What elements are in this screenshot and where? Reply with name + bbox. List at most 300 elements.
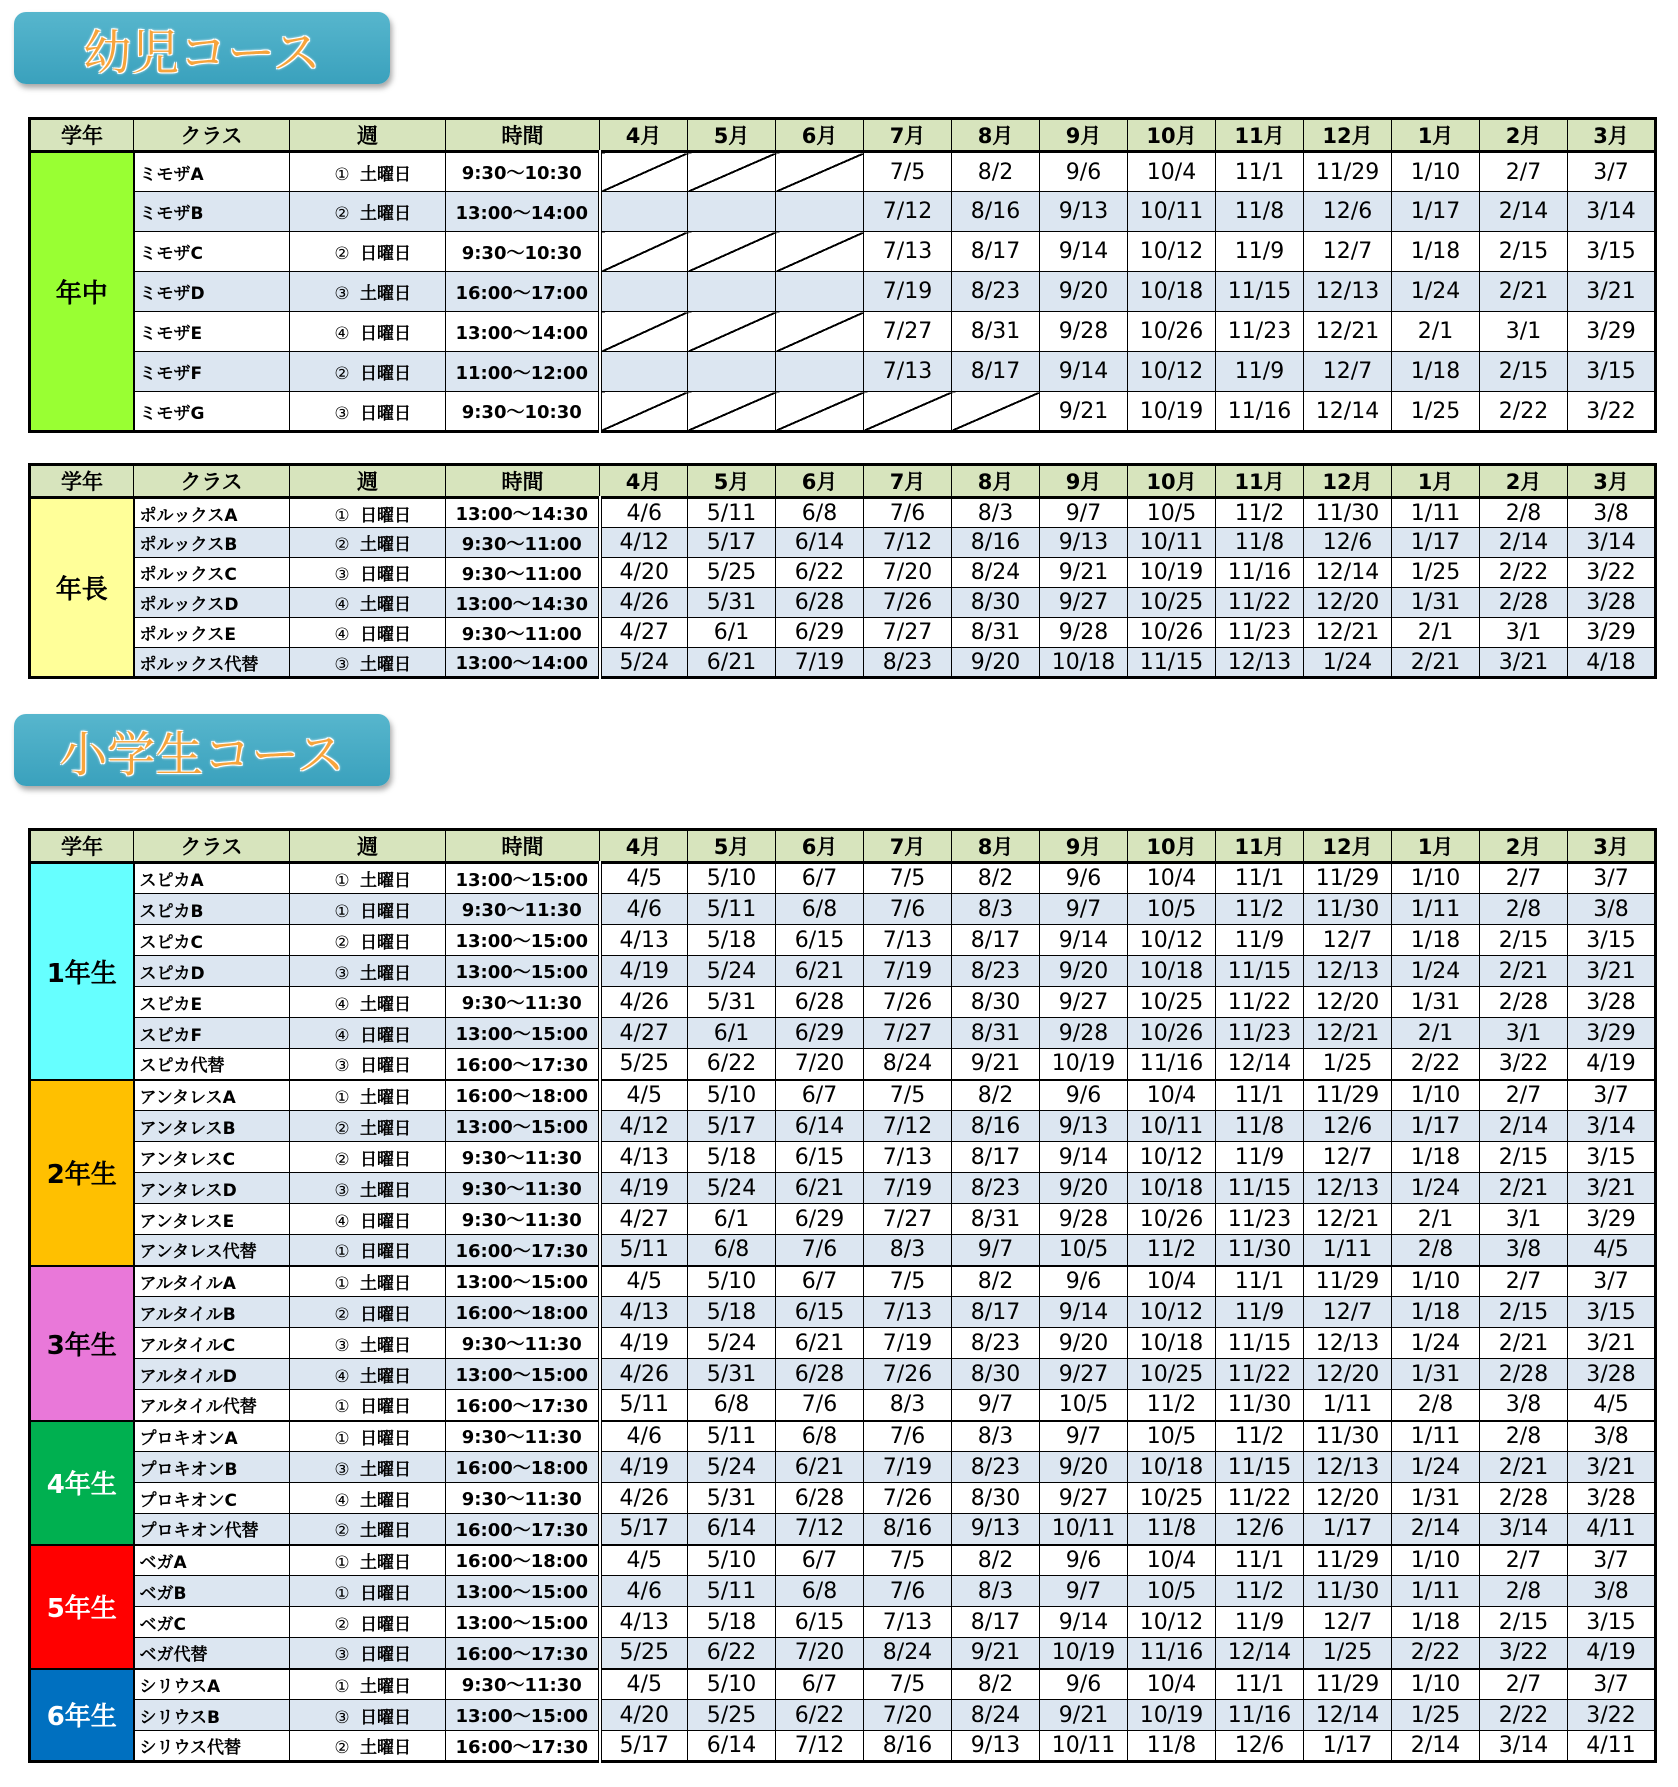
date-cell: 2/15 [1480, 232, 1568, 272]
date-cell: 8/30 [952, 1359, 1040, 1390]
date-cell: 8/17 [952, 1297, 1040, 1328]
header-cell: 1月 [1392, 830, 1480, 863]
weekday-label: 土曜日 [360, 963, 411, 984]
date-cell: 4/26 [600, 1483, 688, 1514]
week-number: ④ [334, 625, 350, 645]
date-cell: 10/5 [1040, 1390, 1128, 1421]
date-cell: 3/15 [1568, 1142, 1656, 1173]
time-cell: 13:00～15:00 [446, 1607, 600, 1638]
date-cell: 3/1 [1480, 1204, 1568, 1235]
date-cell: 7/5 [864, 152, 952, 192]
date-cell: 2/1 [1392, 1204, 1480, 1235]
date-cell: 9/13 [1040, 528, 1128, 558]
elementary-course-title: 小学生コース [59, 726, 345, 783]
date-cell: 9/14 [1040, 1142, 1128, 1173]
header-cell: 4月 [600, 830, 688, 863]
week-number: ③ [334, 1645, 350, 1666]
nencho-schedule-table [28, 463, 1657, 679]
date-cell: 9/6 [1040, 152, 1128, 192]
date-cell: 9/27 [1040, 588, 1128, 618]
week-cell [290, 272, 446, 312]
date-cell: 4/11 [1568, 1731, 1656, 1762]
date-cell: 7/13 [864, 1297, 952, 1328]
date-cell: 3/28 [1568, 987, 1656, 1018]
date-cell [600, 192, 688, 232]
date-cell: 8/23 [864, 648, 952, 678]
date-cell: 2/1 [1392, 312, 1480, 352]
date-cell: 11/1 [1216, 1669, 1304, 1700]
week-number: ② [334, 1149, 350, 1170]
weekday-label: 土曜日 [360, 535, 411, 555]
time-cell: 9:30～11:30 [446, 1421, 600, 1452]
date-cell: 4/5 [1568, 1390, 1656, 1421]
date-cell: 7/26 [864, 987, 952, 1018]
date-cell: 2/14 [1392, 1731, 1480, 1762]
weekday-label: 日曜日 [360, 1304, 411, 1325]
date-cell: 9/7 [1040, 894, 1128, 925]
date-cell: 1/25 [1392, 558, 1480, 588]
date-cell: 2/8 [1392, 1390, 1480, 1421]
date-cell: 10/26 [1128, 312, 1216, 352]
date-cell: 2/21 [1392, 648, 1480, 678]
date-cell: 11/15 [1216, 272, 1304, 312]
week-number: ① [334, 901, 350, 922]
header-cell: 時間 [446, 830, 600, 863]
date-cell: 12/7 [1304, 1142, 1392, 1173]
date-cell: 11/8 [1216, 192, 1304, 232]
date-cell: 10/25 [1128, 1359, 1216, 1390]
date-cell: 2/21 [1480, 1173, 1568, 1204]
date-cell: 10/19 [1128, 558, 1216, 588]
date-cell: 4/20 [600, 558, 688, 588]
date-cell: 9/21 [952, 1049, 1040, 1080]
date-cell: 6/8 [776, 1576, 864, 1607]
header-cell: 4月 [600, 465, 688, 498]
week-cell [290, 152, 446, 192]
time-cell: 9:30～11:30 [446, 894, 600, 925]
week-number: ④ [334, 1025, 350, 1046]
class-name-cell: ミモザE [134, 312, 290, 352]
date-cell: 6/8 [688, 1390, 776, 1421]
date-cell: 10/12 [1128, 1142, 1216, 1173]
date-cell: 12/14 [1304, 558, 1392, 588]
week-number: ② [334, 1118, 350, 1139]
date-cell: 12/14 [1216, 1049, 1304, 1080]
date-cell: 5/24 [688, 1328, 776, 1359]
date-cell: 8/30 [952, 588, 1040, 618]
date-cell: 9/14 [1040, 925, 1128, 956]
date-cell: 4/27 [600, 1204, 688, 1235]
date-cell: 7/5 [864, 1080, 952, 1111]
date-cell: 5/17 [688, 528, 776, 558]
date-cell: 11/29 [1304, 1669, 1392, 1700]
class-name-cell: スピカF [134, 1018, 290, 1049]
weekday-label: 日曜日 [360, 901, 411, 922]
date-cell: 5/18 [688, 925, 776, 956]
date-cell: 5/11 [688, 1421, 776, 1452]
header-cell: 11月 [1216, 119, 1304, 152]
time-cell: 16:00～18:00 [446, 1545, 600, 1576]
date-cell: 7/13 [864, 352, 952, 392]
header-cell: 4月 [600, 119, 688, 152]
header-cell: クラス [134, 830, 290, 863]
date-cell: 1/18 [1392, 925, 1480, 956]
date-cell: 9/14 [1040, 1297, 1128, 1328]
date-cell: 9/27 [1040, 987, 1128, 1018]
weekday-label: 土曜日 [360, 204, 411, 224]
class-name-cell: ポルックスD [134, 588, 290, 618]
date-cell: 11/16 [1216, 392, 1304, 432]
date-cell: 3/21 [1568, 956, 1656, 987]
header-cell: 3月 [1568, 830, 1656, 863]
week-cell [290, 1266, 446, 1297]
time-cell: 16:00～17:30 [446, 1390, 600, 1421]
date-cell: 1/18 [1392, 1607, 1480, 1638]
class-name-cell: アンタレスC [134, 1142, 290, 1173]
date-cell [688, 312, 776, 352]
time-cell: 13:00～15:00 [446, 863, 600, 894]
date-cell: 3/15 [1568, 1607, 1656, 1638]
header-cell: 2月 [1480, 465, 1568, 498]
time-cell: 16:00～17:00 [446, 272, 600, 312]
date-cell: 2/7 [1480, 152, 1568, 192]
date-cell: 3/8 [1568, 498, 1656, 528]
week-number: ③ [334, 284, 350, 304]
date-cell: 2/28 [1480, 1483, 1568, 1514]
date-cell: 7/19 [776, 648, 864, 678]
date-cell: 1/31 [1392, 1359, 1480, 1390]
header-cell: 10月 [1128, 830, 1216, 863]
date-cell: 4/13 [600, 1297, 688, 1328]
date-cell: 2/8 [1480, 1421, 1568, 1452]
week-number: ① [334, 1242, 350, 1263]
date-cell: 9/6 [1040, 863, 1128, 894]
date-cell: 12/14 [1304, 1700, 1392, 1731]
date-cell: 7/6 [776, 1390, 864, 1421]
date-cell: 2/7 [1480, 1669, 1568, 1700]
class-name-cell: シリウスA [134, 1669, 290, 1700]
date-cell: 11/9 [1216, 1142, 1304, 1173]
week-cell [290, 192, 446, 232]
week-number: ④ [334, 1211, 350, 1232]
weekday-label: 日曜日 [360, 324, 411, 344]
date-cell: 5/24 [688, 1452, 776, 1483]
date-cell: 2/14 [1480, 528, 1568, 558]
weekday-label: 土曜日 [360, 994, 411, 1015]
date-cell: 6/29 [776, 1018, 864, 1049]
weekday-label: 日曜日 [360, 1645, 411, 1666]
weekday-label: 土曜日 [360, 284, 411, 304]
date-cell: 6/8 [776, 894, 864, 925]
header-cell: 5月 [688, 830, 776, 863]
week-cell [290, 232, 446, 272]
date-cell: 10/11 [1128, 1111, 1216, 1142]
weekday-label: 土曜日 [360, 654, 411, 675]
table-row [30, 352, 1656, 392]
date-cell: 10/18 [1040, 648, 1128, 678]
date-cell: 11/15 [1216, 1328, 1304, 1359]
date-cell: 6/29 [776, 1204, 864, 1235]
date-cell: 7/27 [864, 1204, 952, 1235]
date-cell: 9/28 [1040, 618, 1128, 648]
week-number: ③ [334, 654, 350, 675]
date-cell: 1/10 [1392, 1545, 1480, 1576]
date-cell: 11/15 [1216, 956, 1304, 987]
date-cell: 11/1 [1216, 152, 1304, 192]
week-number: ② [334, 244, 350, 264]
date-cell: 11/30 [1216, 1390, 1304, 1421]
week-cell [290, 1483, 446, 1514]
date-cell: 11/2 [1216, 894, 1304, 925]
week-number: ③ [334, 963, 350, 984]
date-cell: 7/13 [864, 925, 952, 956]
header-cell: 2月 [1480, 830, 1568, 863]
date-cell: 7/5 [864, 1545, 952, 1576]
date-cell: 12/21 [1304, 1018, 1392, 1049]
table-row [30, 1018, 1656, 1049]
date-cell: 10/5 [1040, 1235, 1128, 1266]
date-cell: 5/11 [688, 894, 776, 925]
week-number: ① [334, 1583, 350, 1604]
weekday-label: 土曜日 [360, 1180, 411, 1201]
date-cell: 7/13 [864, 1607, 952, 1638]
date-cell: 12/6 [1304, 1111, 1392, 1142]
header-cell: クラス [134, 119, 290, 152]
table-row [30, 1328, 1656, 1359]
date-cell: 2/21 [1480, 1328, 1568, 1359]
header-cell: 8月 [952, 465, 1040, 498]
date-cell: 1/17 [1392, 192, 1480, 232]
date-cell: 1/10 [1392, 1080, 1480, 1111]
class-name-cell: ミモザD [134, 272, 290, 312]
header-cell: 11月 [1216, 830, 1304, 863]
date-cell: 5/17 [688, 1111, 776, 1142]
date-cell: 10/5 [1128, 894, 1216, 925]
class-name-cell: スピカ代替 [134, 1049, 290, 1080]
date-cell: 5/18 [688, 1607, 776, 1638]
class-name-cell: スピカE [134, 987, 290, 1018]
date-cell: 12/13 [1216, 648, 1304, 678]
date-cell: 6/8 [688, 1235, 776, 1266]
header-cell: 9月 [1040, 465, 1128, 498]
date-cell: 10/18 [1128, 956, 1216, 987]
date-cell: 8/2 [952, 152, 1040, 192]
time-cell: 13:00～14:30 [446, 498, 600, 528]
table-row [30, 498, 1656, 528]
week-cell [290, 312, 446, 352]
weekday-label: 日曜日 [360, 364, 411, 384]
week-number: ② [334, 364, 350, 384]
date-cell [600, 312, 688, 352]
table-row [30, 1266, 1656, 1297]
week-number: ② [334, 535, 350, 555]
class-name-cell: ミモザF [134, 352, 290, 392]
time-cell: 13:00～15:00 [446, 1576, 600, 1607]
date-cell: 11/22 [1216, 1359, 1304, 1390]
date-cell: 3/7 [1568, 152, 1656, 192]
week-number: ① [334, 164, 350, 185]
header-cell: 7月 [864, 119, 952, 152]
date-cell: 11/1 [1216, 863, 1304, 894]
date-cell: 4/5 [600, 1266, 688, 1297]
date-cell: 9/7 [952, 1235, 1040, 1266]
class-name-cell: ベガ代替 [134, 1638, 290, 1669]
date-cell: 5/25 [600, 1049, 688, 1080]
weekday-label: 土曜日 [360, 1366, 411, 1387]
date-cell: 5/10 [688, 1669, 776, 1700]
header-cell: 学年 [30, 465, 134, 498]
weekday-label: 日曜日 [360, 625, 411, 645]
date-cell: 2/22 [1480, 392, 1568, 432]
weekday-label: 土曜日 [360, 1490, 411, 1511]
class-name-cell: スピカB [134, 894, 290, 925]
week-number: ③ [334, 1056, 350, 1077]
time-cell: 13:00～15:00 [446, 1018, 600, 1049]
header-row [30, 830, 1656, 863]
weekday-label: 日曜日 [360, 1025, 411, 1046]
date-cell: 10/4 [1128, 863, 1216, 894]
date-cell: 2/8 [1480, 498, 1568, 528]
date-cell: 7/6 [864, 894, 952, 925]
date-cell: 11/8 [1128, 1514, 1216, 1545]
date-cell: 9/21 [1040, 392, 1128, 432]
class-name-cell: アルタイルC [134, 1328, 290, 1359]
date-cell [600, 152, 688, 192]
header-cell: 12月 [1304, 119, 1392, 152]
date-cell: 6/21 [776, 956, 864, 987]
week-number: ② [334, 932, 350, 953]
date-cell: 11/30 [1216, 1235, 1304, 1266]
grade-cell: 4年生 [30, 1421, 134, 1545]
week-cell [290, 1545, 446, 1576]
header-cell: 10月 [1128, 119, 1216, 152]
date-cell: 11/1 [1216, 1545, 1304, 1576]
class-name-cell: アルタイルD [134, 1359, 290, 1390]
header-cell: 週 [290, 119, 446, 152]
nenchu-schedule-table [28, 117, 1657, 433]
date-cell [776, 192, 864, 232]
date-cell: 8/2 [952, 1669, 1040, 1700]
week-number: ② [334, 204, 350, 224]
date-cell: 9/7 [1040, 1421, 1128, 1452]
date-cell: 4/6 [600, 894, 688, 925]
date-cell: 1/24 [1392, 1452, 1480, 1483]
date-cell: 8/23 [952, 1452, 1040, 1483]
date-cell: 12/7 [1304, 925, 1392, 956]
date-cell: 12/13 [1304, 272, 1392, 312]
table-row [30, 1390, 1656, 1421]
week-cell [290, 1359, 446, 1390]
date-cell: 2/21 [1480, 956, 1568, 987]
date-cell: 10/26 [1128, 1018, 1216, 1049]
class-name-cell: スピカA [134, 863, 290, 894]
date-cell [776, 232, 864, 272]
week-cell [290, 1328, 446, 1359]
date-cell: 6/21 [776, 1173, 864, 1204]
date-cell: 8/31 [952, 1204, 1040, 1235]
date-cell: 8/23 [952, 1173, 1040, 1204]
date-cell: 2/28 [1480, 588, 1568, 618]
date-cell: 8/31 [952, 618, 1040, 648]
date-cell: 3/14 [1568, 1111, 1656, 1142]
date-cell: 3/29 [1568, 312, 1656, 352]
date-cell: 5/17 [600, 1731, 688, 1762]
date-cell: 2/15 [1480, 352, 1568, 392]
header-cell: 1月 [1392, 119, 1480, 152]
date-cell: 10/4 [1128, 1266, 1216, 1297]
class-name-cell: ミモザC [134, 232, 290, 272]
date-cell: 4/13 [600, 925, 688, 956]
header-cell: 7月 [864, 830, 952, 863]
weekday-label: 日曜日 [360, 505, 411, 526]
date-cell: 7/19 [864, 956, 952, 987]
date-cell: 1/18 [1392, 1142, 1480, 1173]
date-cell: 12/20 [1304, 1483, 1392, 1514]
date-cell: 12/21 [1304, 618, 1392, 648]
date-cell: 2/14 [1480, 1111, 1568, 1142]
time-cell: 9:30～11:30 [446, 1483, 600, 1514]
date-cell: 4/19 [600, 1328, 688, 1359]
date-cell [688, 352, 776, 392]
grade-cell: 5年生 [30, 1545, 134, 1669]
weekday-label: 土曜日 [360, 1335, 411, 1356]
date-cell: 3/8 [1480, 1235, 1568, 1266]
header-row [30, 465, 1656, 498]
date-cell: 11/30 [1304, 894, 1392, 925]
week-number: ④ [334, 1490, 350, 1511]
date-cell: 6/15 [776, 925, 864, 956]
kids-course-title: 幼児コース [83, 24, 321, 81]
date-cell: 1/17 [1304, 1514, 1392, 1545]
table-row [30, 1545, 1656, 1576]
date-cell: 4/5 [600, 1669, 688, 1700]
date-cell: 12/7 [1304, 232, 1392, 272]
date-cell: 6/22 [688, 1049, 776, 1080]
date-cell: 10/11 [1128, 528, 1216, 558]
date-cell: 11/9 [1216, 1297, 1304, 1328]
date-cell: 5/25 [600, 1638, 688, 1669]
week-cell [290, 1638, 446, 1669]
date-cell: 3/8 [1568, 894, 1656, 925]
week-cell [290, 558, 446, 588]
date-cell: 10/19 [1128, 1700, 1216, 1731]
date-cell: 11/9 [1216, 232, 1304, 272]
time-cell: 16:00～18:00 [446, 1452, 600, 1483]
class-name-cell: アンタレスA [134, 1080, 290, 1111]
week-number: ① [334, 871, 350, 891]
class-name-cell: アンタレスD [134, 1173, 290, 1204]
date-cell: 12/21 [1304, 1204, 1392, 1235]
table-row [30, 152, 1656, 192]
date-cell: 11/30 [1304, 1421, 1392, 1452]
date-cell: 9/14 [1040, 1607, 1128, 1638]
date-cell: 8/2 [952, 863, 1040, 894]
week-cell [290, 1514, 446, 1545]
date-cell: 3/1 [1480, 312, 1568, 352]
date-cell: 10/5 [1128, 1421, 1216, 1452]
date-cell: 9/21 [1040, 1700, 1128, 1731]
date-cell: 9/7 [1040, 1576, 1128, 1607]
date-cell: 7/5 [864, 1266, 952, 1297]
date-cell: 9/14 [1040, 352, 1128, 392]
date-cell: 2/7 [1480, 1545, 1568, 1576]
weekday-label: 土曜日 [360, 1738, 411, 1758]
date-cell: 11/16 [1128, 1049, 1216, 1080]
weekday-label: 日曜日 [360, 565, 411, 585]
date-cell: 2/14 [1392, 1514, 1480, 1545]
date-cell: 4/13 [600, 1607, 688, 1638]
header-cell: 11月 [1216, 465, 1304, 498]
